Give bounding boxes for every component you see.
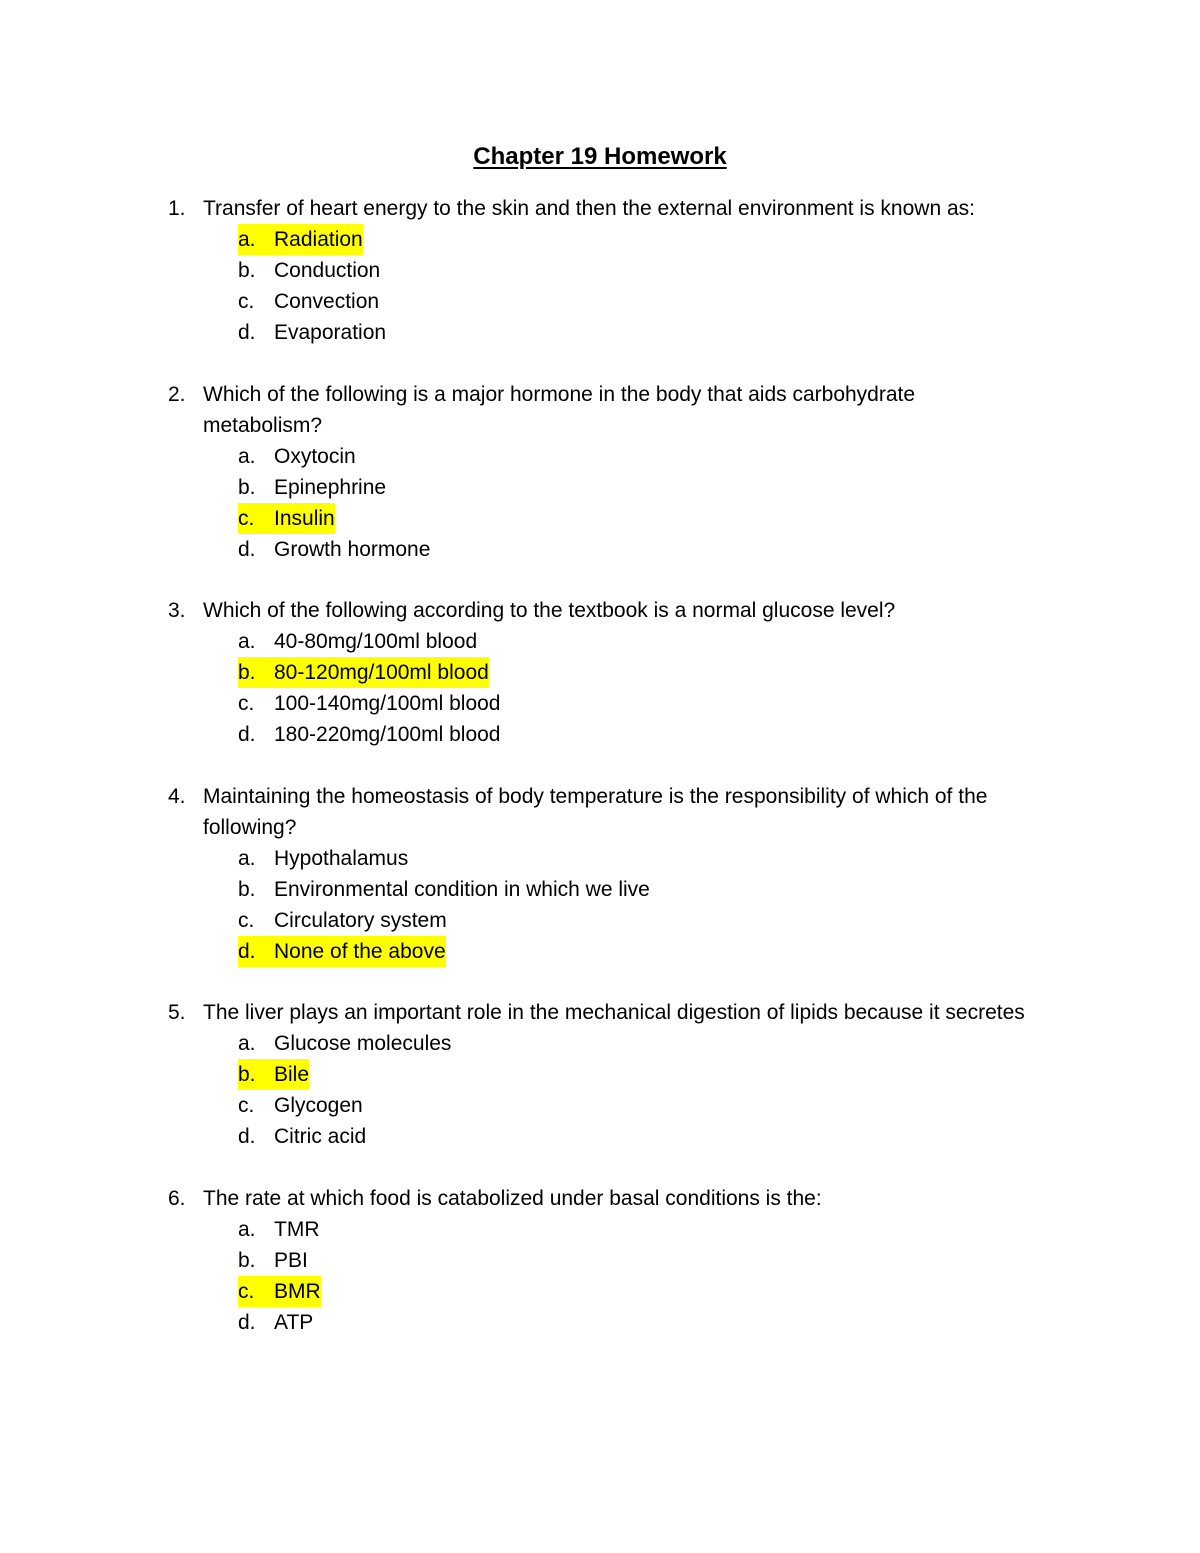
option-letter: d. (238, 1311, 256, 1334)
option-text: Bile (274, 1063, 310, 1086)
option-letter: c. (238, 909, 255, 932)
option-text: None of the above (274, 940, 446, 963)
option-letter: c. (238, 290, 255, 313)
option-list (168, 224, 1068, 348)
option-letter: a. (238, 445, 256, 468)
option-text: Radiation (274, 228, 363, 251)
option-letter: d. (238, 723, 256, 746)
question-text: The liver plays an important role in the mechanical digestion of lipids because it secretes (203, 1001, 1025, 1024)
option-letter: b. (238, 259, 256, 282)
option-d (238, 719, 1068, 750)
option-c (238, 1090, 1068, 1121)
option-letter: a. (238, 1032, 256, 1055)
page-title: Chapter 19 Homework (473, 143, 727, 170)
question-3 (168, 595, 1068, 750)
option-text: Insulin (274, 507, 335, 530)
option-letter: b. (238, 1249, 256, 1272)
question-text: The rate at which food is catabolized under basal conditions is the: (203, 1187, 822, 1210)
question-number: 4. (168, 785, 186, 808)
option-letter: d. (238, 538, 256, 561)
option-b-highlighted (238, 1059, 1068, 1090)
option-text: ATP (274, 1311, 314, 1334)
option-a (238, 1028, 1068, 1059)
option-b (238, 874, 1068, 905)
option-a (238, 626, 1068, 657)
question-text: Which of the following according to the textbook is a normal glucose level? (203, 599, 896, 622)
option-a (238, 1214, 1068, 1245)
option-text: 40-80mg/100ml blood (274, 630, 478, 653)
question-number: 3. (168, 599, 186, 622)
question-number: 6. (168, 1187, 186, 1210)
option-text: BMR (274, 1280, 321, 1303)
option-letter: c. (238, 1094, 255, 1117)
option-b (238, 472, 1068, 503)
option-text: Glycogen (274, 1094, 363, 1117)
option-letter: d. (238, 940, 256, 963)
question-number: 2. (168, 383, 186, 406)
option-letter: c. (238, 507, 255, 530)
option-letter: d. (238, 321, 256, 344)
option-letter: b. (238, 878, 256, 901)
option-a-highlighted (238, 224, 1068, 255)
question-6 (168, 1183, 1068, 1338)
option-letter: c. (238, 1280, 255, 1303)
question-text: Which of the following is a major hormone in the body that aids carbohydrate metabolism? (203, 383, 916, 437)
option-text: Conduction (274, 259, 381, 282)
option-d-highlighted (238, 936, 1068, 967)
option-b (238, 1245, 1068, 1276)
question-2 (168, 379, 1068, 565)
option-d (238, 1121, 1068, 1152)
question-4 (168, 781, 1068, 967)
option-text: Glucose molecules (274, 1032, 452, 1055)
question-number: 1. (168, 197, 186, 220)
option-letter: a. (238, 630, 256, 653)
option-b-highlighted (238, 657, 1068, 688)
option-text: Citric acid (274, 1125, 367, 1148)
question-1 (168, 193, 1068, 348)
question-text: Maintaining the homeostasis of body temperature is the responsibility of which of the following? (203, 785, 988, 839)
option-text: PBI (274, 1249, 308, 1272)
option-a (238, 441, 1068, 472)
option-letter: b. (238, 661, 256, 684)
option-letter: d. (238, 1125, 256, 1148)
option-letter: a. (238, 847, 256, 870)
option-letter: b. (238, 1063, 256, 1086)
option-d (238, 1307, 1068, 1338)
option-list (168, 626, 1068, 750)
option-text: 80-120mg/100ml blood (274, 661, 489, 684)
option-list (168, 441, 1068, 565)
option-text: 100-140mg/100ml blood (274, 692, 501, 715)
option-letter: a. (238, 228, 256, 251)
option-text: Convection (274, 290, 380, 313)
option-text: 180-220mg/100ml blood (274, 723, 501, 746)
option-text: Oxytocin (274, 445, 356, 468)
option-text: Growth hormone (274, 538, 431, 561)
option-text: Evaporation (274, 321, 387, 344)
option-text: Hypothalamus (274, 847, 409, 870)
option-c (238, 688, 1068, 719)
question-number: 5. (168, 1001, 186, 1024)
option-b (238, 255, 1068, 286)
option-list (168, 1214, 1068, 1338)
option-letter: a. (238, 1218, 256, 1241)
option-c (238, 286, 1068, 317)
option-c (238, 905, 1068, 936)
question-text: Transfer of heart energy to the skin and then the external environment is known as: (203, 197, 975, 220)
question-5 (168, 997, 1068, 1152)
option-list (168, 1028, 1068, 1152)
option-d (238, 317, 1068, 348)
option-c-highlighted (238, 1276, 1068, 1307)
option-letter: c. (238, 692, 255, 715)
option-text: Circulatory system (274, 909, 447, 932)
option-c-highlighted (238, 503, 1068, 534)
option-text: Epinephrine (274, 476, 387, 499)
option-a (238, 843, 1068, 874)
option-text: Environmental condition in which we live (274, 878, 650, 901)
option-text: TMR (274, 1218, 320, 1241)
option-d (238, 534, 1068, 565)
option-letter: b. (238, 476, 256, 499)
option-list (168, 843, 1068, 967)
